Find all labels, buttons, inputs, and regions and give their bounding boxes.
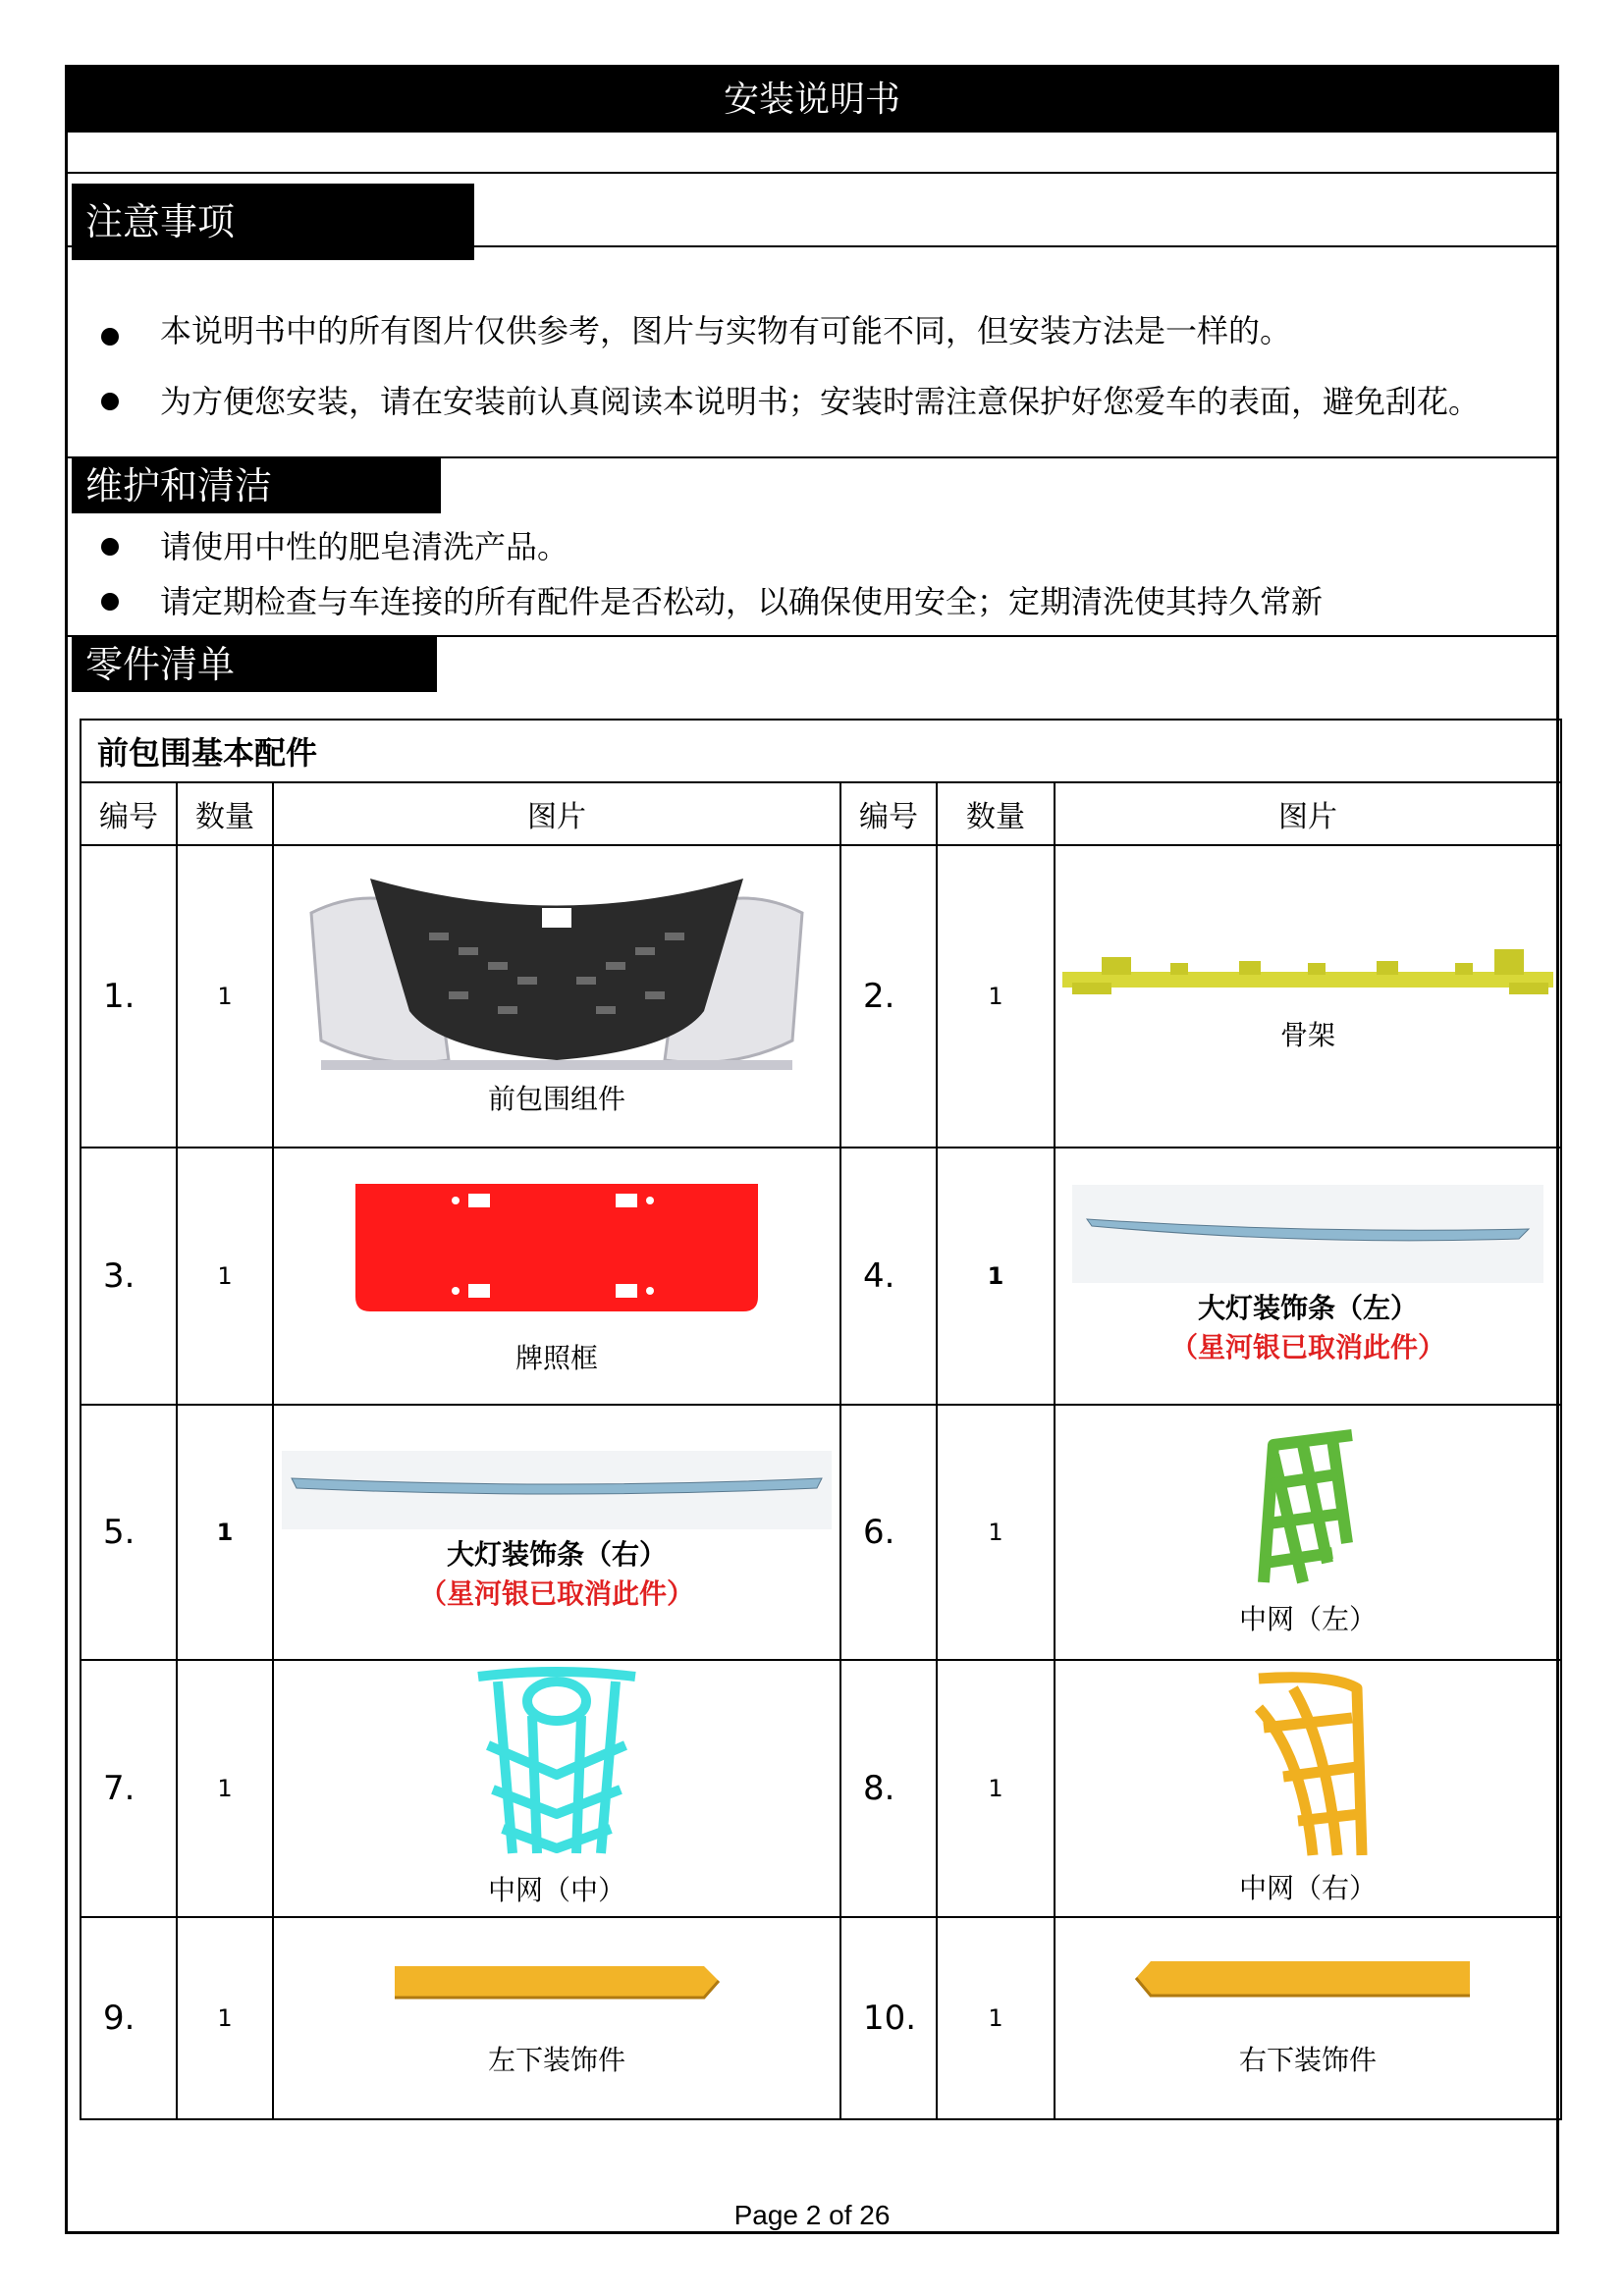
part-caption: 大灯装饰条（左） — [1198, 1292, 1419, 1324]
part-caption: 中网（左） — [1239, 1603, 1378, 1635]
page-number: Page 2 of 26 — [733, 2200, 891, 2230]
notice-item-text: 本说明书中的所有图片仅供参考，图片与实物有可能不同，但安装方法是一样的。 — [160, 312, 1292, 349]
part-number: 1. — [81, 845, 177, 1148]
maintenance-item-text: 请定期检查与车连接的所有配件是否松动，以确保使用安全；定期清洗使其持久常新 — [160, 583, 1324, 620]
part-caption: 右下装饰件 — [1239, 2044, 1378, 2076]
column-header: 编号 — [81, 782, 177, 845]
bullet-icon — [101, 328, 119, 346]
maintenance-list — [68, 519, 1556, 629]
part-quantity: 1 — [177, 845, 273, 1148]
page-frame — [65, 65, 1559, 2234]
part-caption: 中网（右） — [1239, 1872, 1378, 1904]
table-row — [81, 1917, 1561, 2119]
part-number: 7. — [81, 1660, 177, 1917]
maintenance-item-text: 请使用中性的肥皂清洗产品。 — [160, 528, 569, 565]
front-bumper-image — [301, 874, 812, 1080]
part-number: 4. — [840, 1148, 937, 1405]
part-caption: 前包围组件 — [487, 1083, 625, 1115]
bullet-icon — [101, 393, 119, 410]
parts-table — [80, 719, 1562, 2120]
license-plate-frame-image — [346, 1174, 768, 1321]
table-row — [81, 1148, 1561, 1405]
part-caption: 左下装饰件 — [487, 2044, 625, 2076]
bullet-icon — [101, 593, 119, 611]
grille-left-image — [1244, 1425, 1372, 1592]
bullet-icon — [101, 538, 119, 556]
notice-heading: 注意事项 — [72, 184, 474, 260]
maintenance-item — [68, 574, 1556, 629]
table-row — [81, 1405, 1561, 1660]
part-number: 6. — [840, 1405, 937, 1660]
part-caption: 大灯装饰条（右） — [446, 1538, 667, 1571]
part-quantity: 1 — [937, 1405, 1055, 1660]
column-header: 数量 — [177, 782, 273, 845]
part-number: 8. — [840, 1660, 937, 1917]
part-picture-cell — [273, 1917, 840, 2119]
part-caption: 骨架 — [1280, 1019, 1336, 1051]
part-quantity: 1 — [937, 1148, 1055, 1405]
table-row — [81, 1660, 1561, 1917]
part-number: 9. — [81, 1917, 177, 2119]
headlight-trim-left-image — [1072, 1185, 1543, 1283]
part-quantity: 1 — [177, 1660, 273, 1917]
part-note: （星河银已取消此件） — [1170, 1331, 1446, 1363]
part-caption: 牌照框 — [514, 1342, 598, 1374]
part-quantity: 1 — [937, 1917, 1055, 2119]
notice-item-text: 为方便您安装，请在安装前认真阅读本说明书；安装时需注意保护好您爱车的表面，避免刮花。 — [160, 383, 1481, 420]
parts-heading: 零件清单 — [72, 637, 437, 692]
part-picture-cell — [1055, 1405, 1561, 1660]
part-number: 3. — [81, 1148, 177, 1405]
parts-table-title: 前包围基本配件 — [81, 720, 1561, 782]
part-quantity: 1 — [177, 1405, 273, 1660]
part-number: 10. — [840, 1917, 937, 2119]
column-header: 图片 — [1055, 782, 1561, 845]
part-picture-cell — [1055, 1660, 1561, 1917]
part-quantity: 1 — [937, 1660, 1055, 1917]
part-quantity: 1 — [177, 1917, 273, 2119]
part-caption: 中网（中） — [487, 1874, 625, 1906]
part-picture-cell — [273, 1148, 840, 1405]
maintenance-heading: 维护和清洁 — [72, 458, 441, 513]
part-quantity: 1 — [937, 845, 1055, 1148]
part-picture-cell — [273, 1660, 840, 1917]
column-header: 数量 — [937, 782, 1055, 845]
grille-right-image — [1244, 1669, 1372, 1865]
column-header: 编号 — [840, 782, 937, 845]
part-note: （星河银已取消此件） — [418, 1577, 694, 1610]
table-row — [81, 845, 1561, 1148]
notice-item — [68, 372, 1556, 431]
part-picture-cell — [1055, 1148, 1561, 1405]
part-quantity: 1 — [177, 1148, 273, 1405]
headlight-trim-right-image — [282, 1451, 832, 1529]
part-picture-cell — [273, 845, 840, 1148]
grille-center-image — [473, 1667, 640, 1863]
part-picture-cell — [1055, 1917, 1561, 2119]
maintenance-item — [68, 519, 1556, 574]
part-number: 2. — [840, 845, 937, 1148]
notice-item — [68, 301, 1556, 372]
lower-trim-right-image — [1131, 1956, 1485, 2015]
bumper-frame-image — [1062, 937, 1553, 1006]
column-header: 图片 — [273, 782, 840, 845]
lower-trim-left-image — [390, 1956, 724, 2015]
part-picture-cell — [1055, 845, 1561, 1148]
table-header-row — [81, 782, 1561, 845]
part-picture-cell — [273, 1405, 840, 1660]
document-title: 安装说明书 — [68, 68, 1556, 133]
notice-list — [68, 301, 1556, 431]
part-number: 5. — [81, 1405, 177, 1660]
